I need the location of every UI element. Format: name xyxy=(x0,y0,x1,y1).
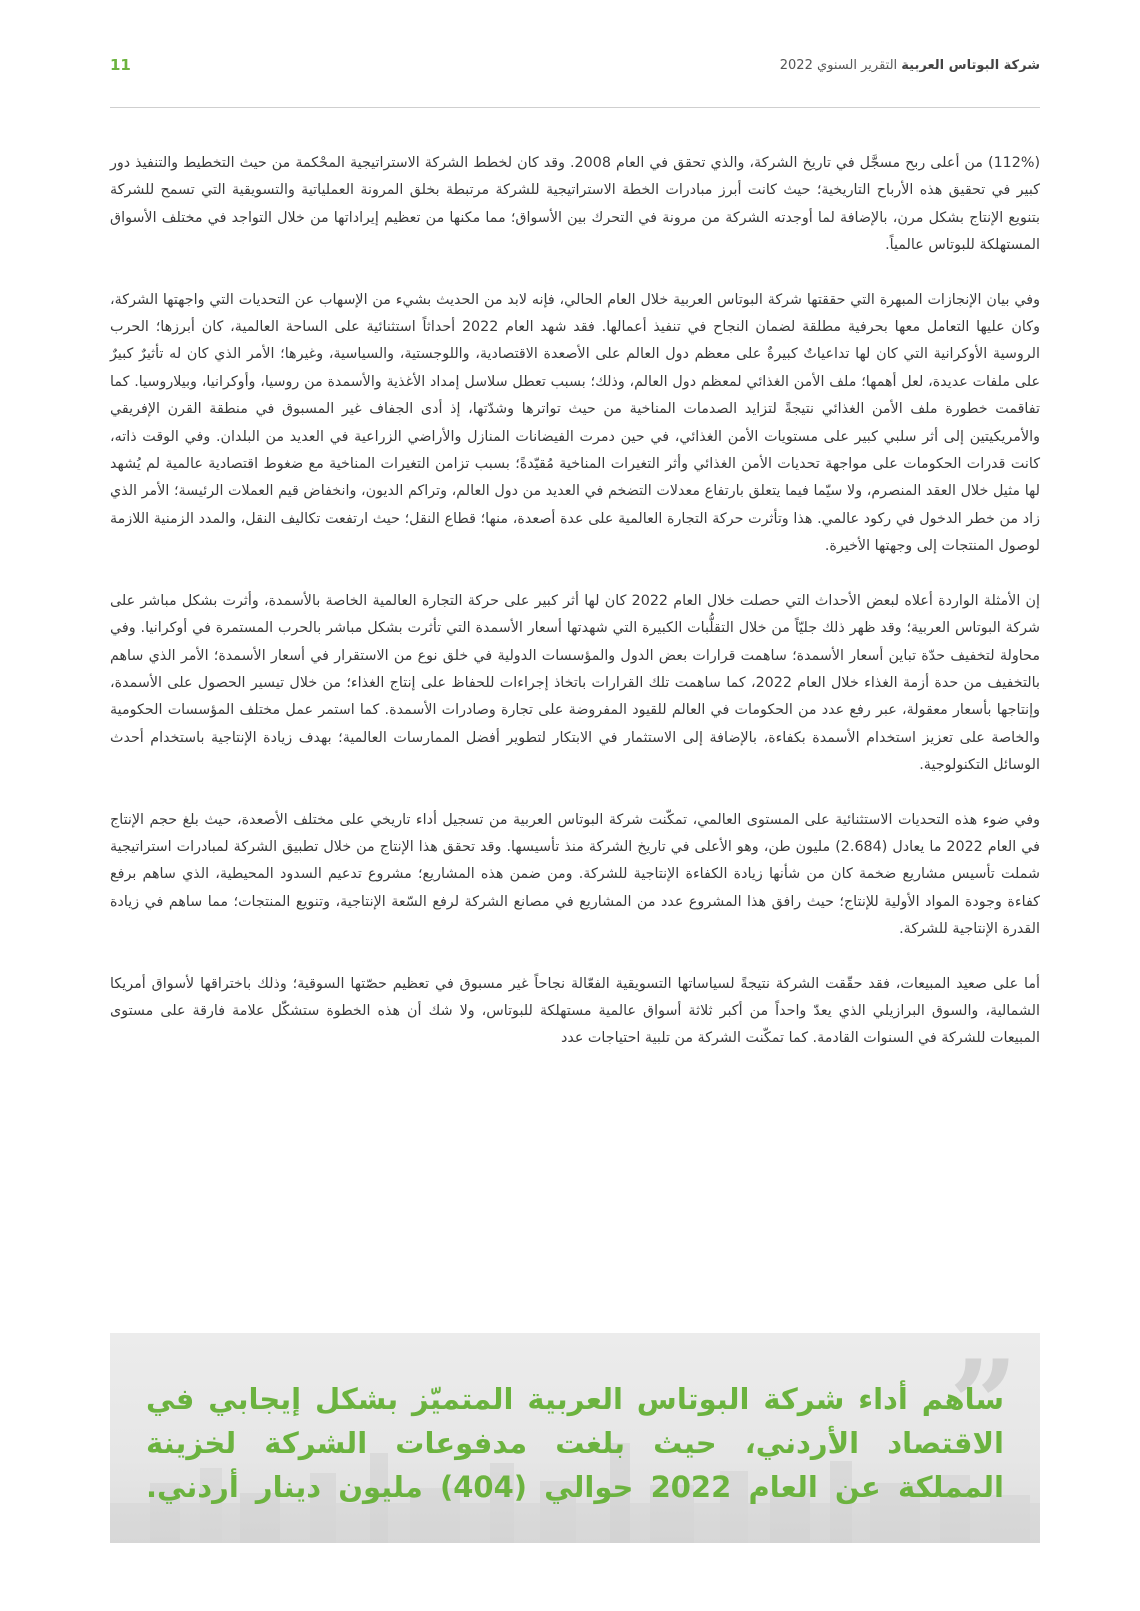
paragraph-1: (112%) من أعلى ربح مسجَّل في تاريخ الشركة، والذي تحقق في العام 2008. وقد كان لخطط الشركة الاستراتيجية المحْكمة من حيث التخطيط والتنفيذ دور كبير في تحقيق هذه الأرباح التاريخية؛ حيث كانت أبرز مبادرات الخطة الاستراتيجية للشركة مرتبطة بخلق المرونة العملياتية والتسويقية التي تسمح للشركة بتنويع الإنتاج بشكل مرن، بالإضافة لما أوجدته الشركة من مرونة في التحرك بين الأسواق؛ مما مكنها من تعظيم إيراداتها من خلال التواجد في مختلف الأسواق المستهلكة للبوتاس عالمياً. xyxy=(110,155,1041,254)
pull-quote-text: ساهم أداء شركة البوتاس العربية المتميّز بشكل إيجابي في الاقتصاد الأردني، حيث بلغت مدفوعات الشركة لخزينة المملكة عن العام 2022 حوالي (404) مليون دينار أردني. xyxy=(146,1382,1004,1504)
paragraph-2: وفي بيان الإنجازات المبهرة التي حققتها شركة البوتاس العربية خلال العام الحالي، فإنه لابد من الحديث بشيء من الإسهاب عن التحديات التي واجهتها الشركة، وكان عليها التعامل معها بحرفية مطلقة لضمان النجاح في تنفيذ أعمالها. فقد شهد العام 2022 أحداثاً استثنائية على الساحة العالمية، كان أبرزها؛ الحرب الروسية الأوكرانية التي كان لها تداعياتٌ كبيرةٌ على معظم دول العالم على الأصعدة الاقتصادية، واللوجستية، والسياسية، وغيرها؛ الأمر الذي كان له تأثيرٌ كبيرٌ على ملفات عديدة، لعل أهمها؛ ملف الأمن الغذائي لمعظم دول العالم، وذلك؛ بسبب تعطل سلاسل إمداد الأغذية والأسمدة من روسيا، وأوكرانيا، وبيلاروسيا. كما تفاقمت خطورة ملف الأمن الغذائي نتيجةً لتزايد الصدمات المناخية من حيث تواترها وشدّتها، إذ أدى الجفاف غير المسبوق في منطقة القرن الإفريقي والأمريكيتين إلى أثر سلبي كبير على مستويات الأمن الغذائي، في حين دمرت الفيضانات المنازل والأراضي الزراعية في العديد من البلدان. وفي الوقت ذاته، كانت قدرات الحكومات على مواجهة تحديات الأمن الغذائي وأثر التغيرات المناخية مُقيّدةً؛ بسبب تزامن التغيرات المناخية مع ضغوط اقتصادية عالمية لم يُشهد لها مثيل خلال العقد المنصرم، ولا سيّما فيما يتعلق بارتفاع معدلات التضخم في العديد من دول العالم، وتراكم الديون، وانخفاض قيم العملات الرئيسة؛ الأمر الذي زاد من خطر الدخول في ركود عالمي. هذا وتأثرت حركة التجارة العالمية على عدة أصعدة، منها؛ قطاع النقل؛ حيث ارتفعت تكاليف النقل، والمدد الزمنية اللازمة لوصول المنتجات إلى وجهتها الأخيرة. xyxy=(110,291,1040,555)
header-company: شركة البوتاس العربية xyxy=(901,57,1040,73)
article-body xyxy=(110,150,1040,1080)
paragraph-5: أما على صعيد المبيعات، فقد حقّقت الشركة نتيجةً لسياساتها التسويقية الفعّالة نجاحاً غير مسبوق في تعظيم حصّتها السوقية؛ وذلك باختراقها لأسواق أمريكا الشمالية، والسوق البرازيلي الذي يعدّ واحداً من أكبر ثلاثة أسواق عالمية مستهلكة للبوتاس، ولا شك أن هذه الخطوة ستشكّل علامة فارقة على مستوى المبيعات للشركة في السنوات القادمة. كما تمكّنت الشركة من تلبية احتياجات عدد xyxy=(110,975,1040,1047)
header-report: التقرير السنوي 2022 xyxy=(779,57,898,73)
quote-mark-icon: ” xyxy=(948,1334,1018,1475)
header-title xyxy=(780,58,1040,73)
header-divider xyxy=(110,107,1040,108)
page-number: 11 xyxy=(110,56,131,74)
pull-quote-box xyxy=(110,1333,1040,1543)
paragraph-3: إن الأمثلة الواردة أعلاه لبعض الأحداث التي حصلت خلال العام 2022 كان لها أثر كبير على حركة التجارة العالمية الخاصة بالأسمدة، وأثرت بشكل مباشر على شركة البوتاس العربية؛ وقد ظهر ذلك جليّاً من خلال التقلُّبات الكبيرة التي شهدتها أسعار الأسمدة التي تأثرت بشكل مباشر بالحرب المستمرة في أوكرانيا. وفي محاولة لتخفيف حدّة تباين أسعار الأسمدة؛ ساهمت قرارات بعض الدول والمؤسسات الدولية في خلق نوع من الاستقرار في أسعار الأسمدة؛ الأمر الذي ساهم بالتخفيف من حدة أزمة الغذاء خلال العام 2022، كما ساهمت تلك القرارات باتخاذ إجراءات للحفاظ على إنتاج الغذاء؛ من خلال تيسير الحصول على الأسمدة، وإنتاجها بأسعار معقولة، عبر رفع عدد من الحكومات في العالم للقيود المفروضة على تجارة وصادرات الأسمدة. كما استمر عمل مختلف المؤسسات الحكومية والخاصة على تعزيز استخدام الأسمدة بكفاءة، بالإضافة إلى الاستثمار في الابتكار لتطوير أفضل الممارسات العالمية؛ بهدف زيادة الإنتاجية باستخدام أحدث الوسائل التكنولوجية. xyxy=(110,592,1041,774)
page-header xyxy=(110,52,1040,78)
paragraph-4: وفي ضوء هذه التحديات الاستثنائية على المستوى العالمي، تمكّنت شركة البوتاس العربية من تسجيل أداء تاريخي على مختلف الأصعدة، حيث بلغ حجم الإنتاج في العام 2022 ما يعادل (2.684) مليون طن، وهو الأعلى في تاريخ الشركة منذ تأسيسها. وقد تحقق هذا الإنتاج من خلال تطبيق الشركة لمبادرات استراتيجية شملت تأسيس مشاريع ضخمة كان من شأنها زيادة الكفاءة الإنتاجية للشركة. ومن ضمن هذه المشاريع؛ مشروع تدعيم السدود المحيطية، الذي ساهم برفع كفاءة وجودة المواد الأولية للإنتاج؛ حيث رافق هذا المشروع عدد من المشاريع في مصانع الشركة لرفع السّعة الإنتاجية، وتنويع المنتجات؛ مما ساهم في زيادة القدرة الإنتاجية للشركة. xyxy=(110,811,1040,938)
